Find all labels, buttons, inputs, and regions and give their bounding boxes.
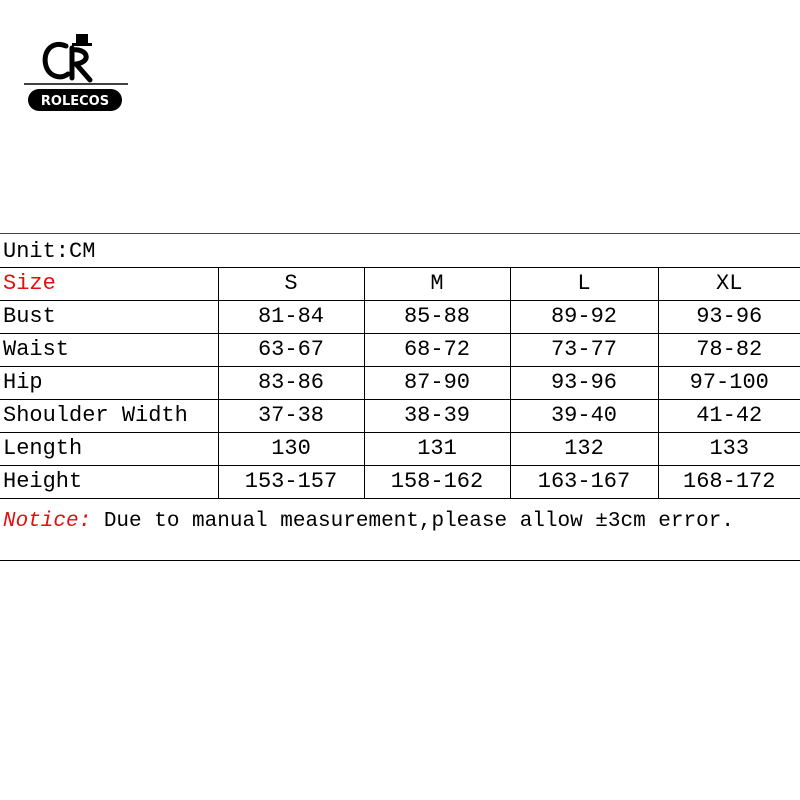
table-row xyxy=(0,400,800,433)
header-size-m: M xyxy=(364,268,510,301)
header-size-xl: XL xyxy=(658,268,800,301)
size-chart xyxy=(0,233,800,561)
table-cell: 132 xyxy=(510,433,658,466)
table-cell: 130 xyxy=(218,433,364,466)
table-cell: 158-162 xyxy=(364,466,510,499)
row-label: Shoulder Width xyxy=(0,400,218,433)
table-header-row xyxy=(0,268,800,301)
table-cell: 163-167 xyxy=(510,466,658,499)
table-cell: 78-82 xyxy=(658,334,800,367)
unit-row xyxy=(0,233,800,267)
notice-text: Due to manual measurement,please allow ±3cm error. xyxy=(91,510,734,533)
table-cell: 41-42 xyxy=(658,400,800,433)
header-size-s: S xyxy=(218,268,364,301)
table-cell: 168-172 xyxy=(658,466,800,499)
table-cell: 87-90 xyxy=(364,367,510,400)
table-row xyxy=(0,334,800,367)
notice-tag: Notice: xyxy=(3,510,92,533)
table-cell: 39-40 xyxy=(510,400,658,433)
table-cell: 38-39 xyxy=(364,400,510,433)
table-row xyxy=(0,433,800,466)
size-table xyxy=(0,267,800,499)
table-cell: 97-100 xyxy=(658,367,800,400)
row-label: Height xyxy=(0,466,218,499)
table-cell: 93-96 xyxy=(510,367,658,400)
header-size-l: L xyxy=(510,268,658,301)
table-cell: 93-96 xyxy=(658,301,800,334)
table-cell: 68-72 xyxy=(364,334,510,367)
table-row xyxy=(0,301,800,334)
row-label: Bust xyxy=(0,301,218,334)
table-cell: 37-38 xyxy=(218,400,364,433)
table-cell: 131 xyxy=(364,433,510,466)
logo-mark-icon xyxy=(22,28,132,118)
table-cell: 85-88 xyxy=(364,301,510,334)
table-cell: 63-67 xyxy=(218,334,364,367)
table-cell: 89-92 xyxy=(510,301,658,334)
table-cell: 73-77 xyxy=(510,334,658,367)
table-row xyxy=(0,367,800,400)
table-cell: 153-157 xyxy=(218,466,364,499)
table-cell: 133 xyxy=(658,433,800,466)
table-cell: 83-86 xyxy=(218,367,364,400)
row-label: Hip xyxy=(0,367,218,400)
notice xyxy=(0,499,800,561)
table-cell: 81-84 xyxy=(218,301,364,334)
rolecos-logo xyxy=(22,28,132,118)
row-label: Length xyxy=(0,433,218,466)
row-label: Waist xyxy=(0,334,218,367)
header-size-label: Size xyxy=(0,268,218,301)
brand-wordmark: ROLECOS xyxy=(40,94,110,109)
table-row xyxy=(0,466,800,499)
unit-label: Unit:CM xyxy=(3,239,96,264)
